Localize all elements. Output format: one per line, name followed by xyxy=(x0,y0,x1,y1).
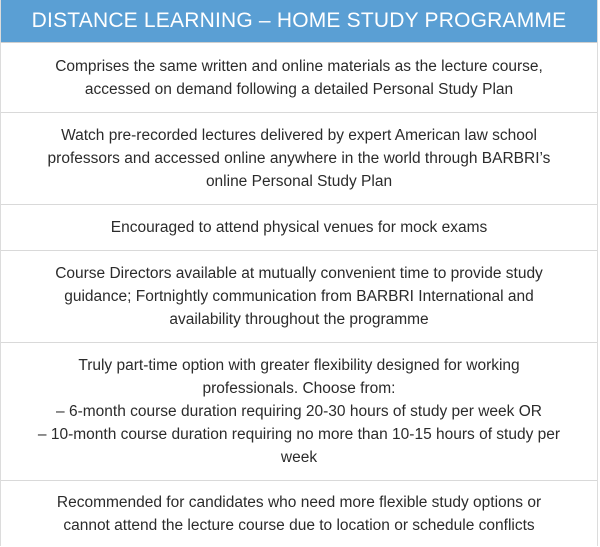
table-cell xyxy=(11,124,587,193)
table-row xyxy=(1,113,597,205)
table-header xyxy=(1,0,597,43)
cell-text-line: – 6-month course duration requiring 20-30 hours of study per week OR xyxy=(56,403,542,420)
cell-text-line: accessed on demand following a detailed Personal Study Plan xyxy=(84,80,514,98)
table-row xyxy=(1,481,597,547)
cell-text-line: Watch pre-recorded lectures delivered by expert American law school xyxy=(61,127,537,144)
cell-text-line: professors and accessed online anywhere in the world through BARBRI’s xyxy=(47,150,551,167)
cell-text-line: online Personal Study Plan xyxy=(205,173,393,190)
table-cell xyxy=(11,491,587,537)
table-row xyxy=(1,205,597,251)
table-row xyxy=(1,343,597,481)
cell-text-line: guidance; Fortnightly communication from BARBRI International and xyxy=(64,288,534,305)
cell-text-line: Course Directors available at mutually convenient time to provide study xyxy=(55,265,543,282)
cell-text-line: Encouraged to attend physical venues for mock exams xyxy=(110,219,488,236)
table-body xyxy=(1,43,597,547)
table-cell xyxy=(11,262,587,331)
cell-text-line: Comprises the same written and online materials as the lecture course, xyxy=(55,57,543,75)
cell-text-line: Recommended for candidates who need more flexible study options or xyxy=(56,494,542,511)
cell-text-line: Truly part-time option with greater flexibility designed for working xyxy=(78,357,520,374)
cell-text-line: availability throughout the programme xyxy=(169,311,429,328)
table-cell xyxy=(11,55,587,101)
cell-text-line: – 10-month course duration requiring no more than 10-15 hours of study per xyxy=(37,426,561,443)
cell-text-line: week xyxy=(280,449,318,466)
cell-text-line: cannot attend the lecture course due to location or schedule conflicts xyxy=(63,517,535,534)
table-cell xyxy=(11,354,587,469)
table-title: DISTANCE LEARNING – HOME STUDY PROGRAMME xyxy=(31,9,567,32)
cell-text-line: professionals. Choose from: xyxy=(202,380,396,397)
table-row xyxy=(1,251,597,343)
table-row xyxy=(1,43,597,113)
table-cell xyxy=(11,216,587,239)
